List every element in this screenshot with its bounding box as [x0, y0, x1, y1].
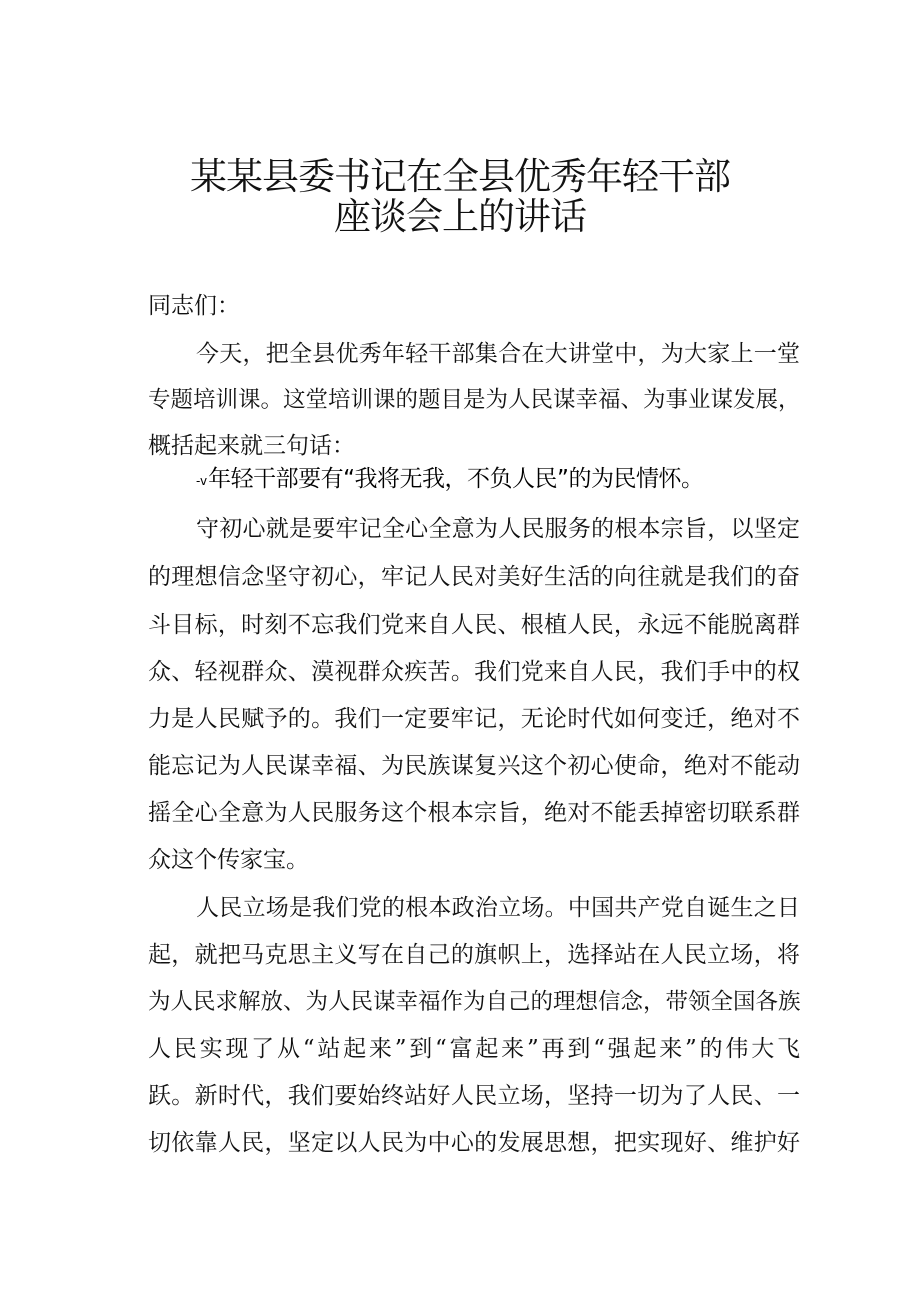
paragraph-line: 人民立场是我们党的根本政治立场。中国共产党自诞生之日	[196, 895, 800, 921]
paragraph-line: 摇全心全意为人民服务这个根本宗旨，绝对不能丢掉密切联系群	[148, 800, 800, 826]
document-title-line-2: 座谈会上的讲话	[334, 195, 586, 238]
salutation: 同志们：	[148, 293, 240, 319]
section-heading	[196, 464, 703, 496]
paragraph-line: 斗目标，时刻不忘我们党来自人民、根植人民，永远不能脱离群	[148, 612, 800, 638]
paragraph-line: 的理想信念坚守初心，牢记人民对美好生活的向往就是我们的奋	[148, 564, 800, 590]
paragraph-line: 守初心就是要牢记全心全意为人民服务的根本宗旨，以坚定	[196, 516, 800, 542]
paragraph-line: 起，就把马克思主义写在自己的旗帜上，选择站在人民立场，将	[148, 942, 800, 968]
intro-line: 今天，把全县优秀年轻干部集合在大讲堂中，为大家上一堂	[196, 341, 800, 367]
paragraph-line: 能忘记为人民谋幸福、为民族谋复兴这个初心使命，绝对不能动	[148, 753, 800, 779]
paragraph-line: 跃。新时代，我们要始终站好人民立场，坚持一切为了人民、一	[148, 1083, 800, 1109]
paragraph-line: 众这个传家宝。	[148, 847, 309, 873]
paragraph-line: 力是人民赋予的。我们一定要牢记，无论时代如何变迁，绝对不	[148, 706, 800, 732]
paragraph-line: 为人民求解放、为人民谋幸福作为自己的理想信念，带领全国各族	[148, 989, 801, 1015]
paragraph-line: 人民实现了从“站起来”到“富起来”再到“强起来”的伟大飞	[148, 1036, 800, 1062]
document-title-line-1: 某某县委书记在全县优秀年轻干部	[190, 155, 730, 198]
intro-line: 概括起来就三句话：	[148, 433, 355, 459]
paragraph-line: 众、轻视群众、漠视群众疾苦。我们党来自人民，我们手中的权	[148, 659, 800, 685]
heading-text: 年轻干部要有“我将无我，不负人民”的为民情怀。	[208, 466, 704, 492]
heading-marker: -v	[196, 474, 208, 488]
paragraph-line: 切依靠人民，坚定以人民为中心的发展思想，把实现好、维护好	[148, 1130, 800, 1156]
intro-line: 专题培训课。这堂培训课的题目是为人民谋幸福、为事业谋发展，	[148, 387, 801, 413]
